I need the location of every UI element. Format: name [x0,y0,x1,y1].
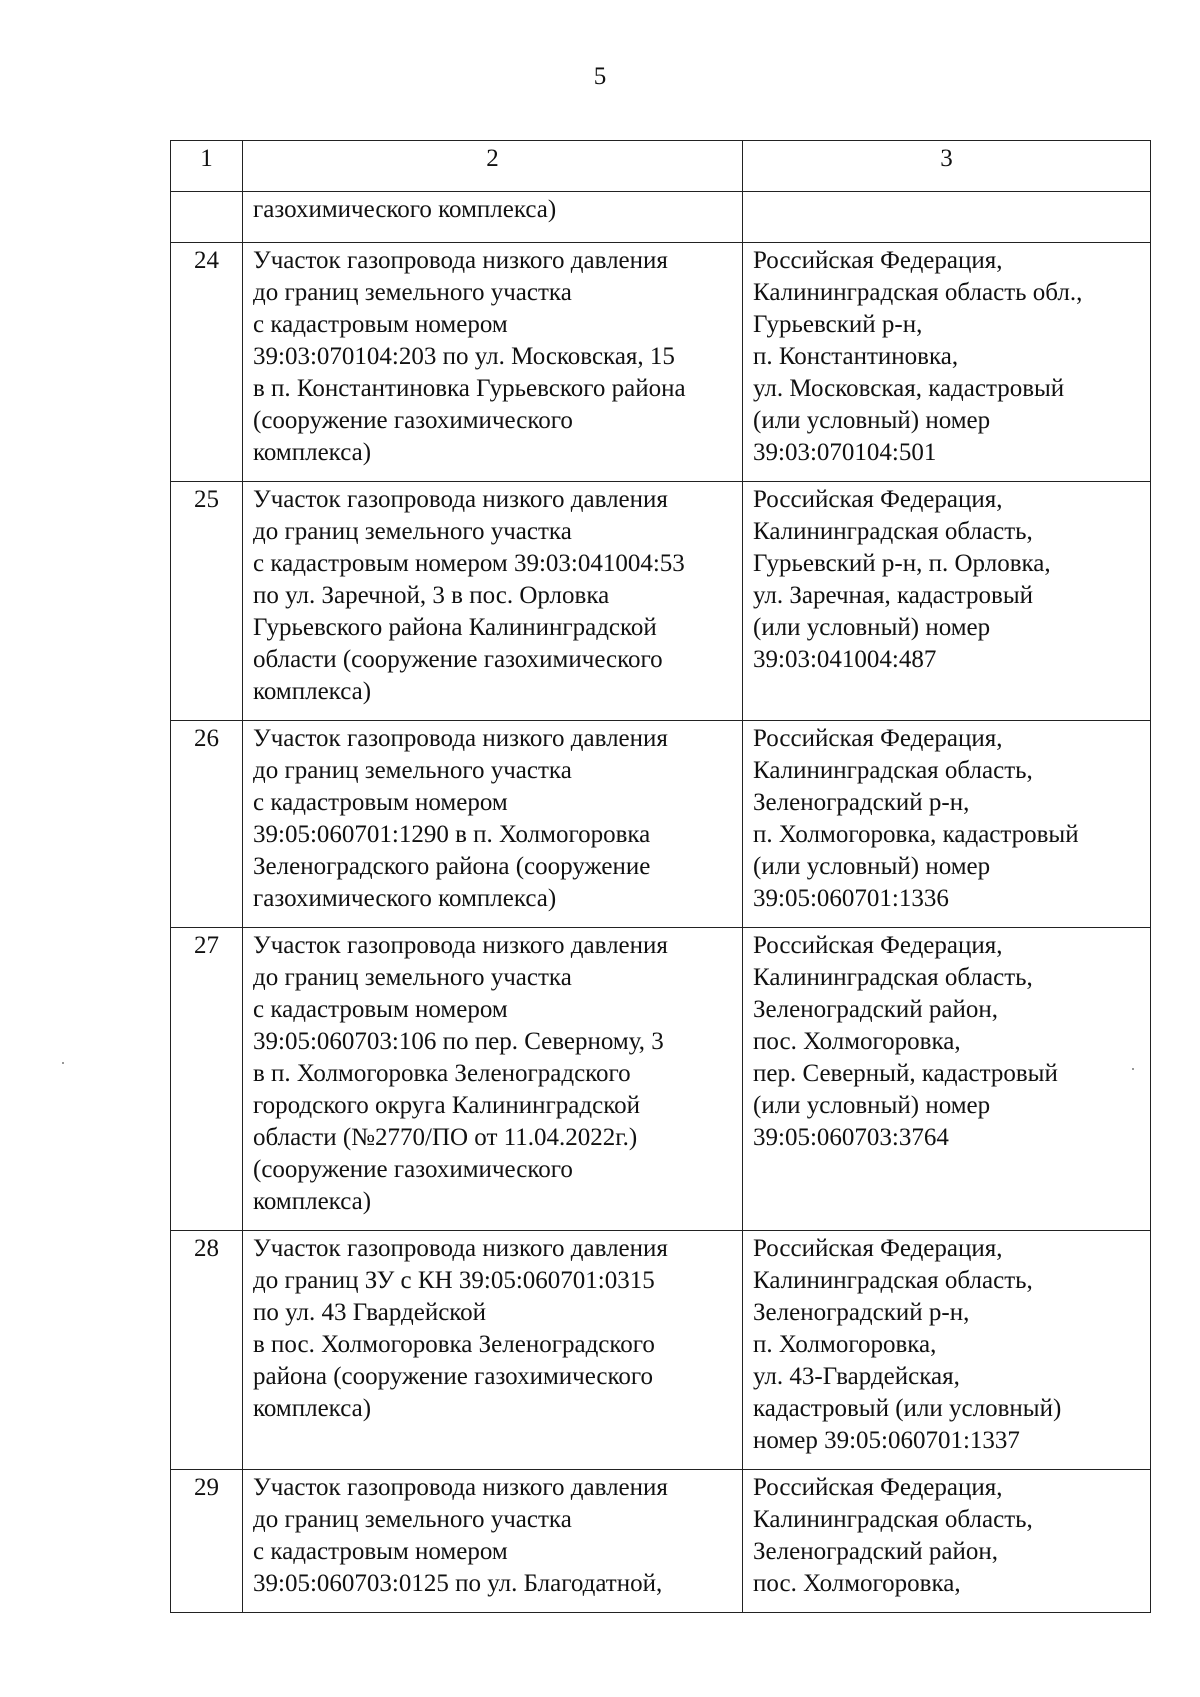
object-address-line: пер. Северный, кадастровый [753,1060,1058,1087]
object-name-line: Участок газопровода низкого давления [253,932,668,959]
object-name-line: в п. Холмогоровка Зеленоградского [253,1060,631,1087]
column-header-name: 2 [243,141,743,192]
object-name-line: до границ земельного участка [253,757,572,784]
object-name-line: (сооружение газохимического [253,1156,573,1183]
object-name-line: Участок газопровода низкого давления [253,486,668,513]
object-name-line: Участок газопровода низкого давления [253,247,668,274]
row-number-cell: 29 [171,1470,243,1613]
table-row-continuation [171,192,1151,243]
object-address-line: Зеленоградский р-н, [753,1299,970,1326]
object-address-line: Зеленоградский р-н, [753,789,970,816]
object-name-line: комплекса) [253,1188,372,1215]
object-address-line: (или условный) номер [753,407,991,434]
object-name-line: Участок газопровода низкого давления [253,1235,668,1262]
object-name-line: (сооружение газохимического [253,407,573,434]
object-name-line: комплекса) [253,1395,372,1422]
object-address-line: кадастровый (или условный) [753,1395,1062,1422]
object-address-cell [743,1231,1151,1470]
table-row [171,1231,1151,1470]
object-name-line: с кадастровым номером [253,789,508,816]
object-name-line: в п. Константиновка Гурьевского района [253,375,686,402]
object-address-cell [743,928,1151,1231]
object-name-line: городского округа Калининградской [253,1092,640,1119]
object-name-line: области (№2770/ПО от 11.04.2022г.) [253,1124,638,1151]
object-address-line: номер 39:05:060701:1337 [753,1427,1020,1454]
object-name-line: Участок газопровода низкого давления [253,725,668,752]
object-name-line: до границ земельного участка [253,1506,572,1533]
object-address-cell [743,192,1151,243]
object-address-line: Калининградская область, [753,1267,1033,1294]
object-address-line: Калининградская область, [753,757,1033,784]
object-address-line: Калининградская область, [753,518,1033,545]
table-row [171,928,1151,1231]
object-name-line: с кадастровым номером [253,1538,508,1565]
object-address-line: 39:03:041004:487 [753,646,937,673]
object-address-line: (или условный) номер [753,853,991,880]
object-name-line: Участок газопровода низкого давления [253,1474,668,1501]
row-number-cell: 27 [171,928,243,1231]
object-name-line: 39:05:060703:0125 по ул. Благодатной, [253,1570,663,1597]
table-row [171,482,1151,721]
column-header-number: 1 [171,141,243,192]
object-name-cell [243,243,743,482]
object-address-line: пос. Холмогоровка, [753,1028,961,1055]
row-number-cell [171,192,243,243]
object-address-line: ул. Московская, кадастровый [753,375,1065,402]
object-name-line: области (сооружение газохимического [253,646,663,673]
object-address-line: Российская Федерация, [753,486,1003,513]
object-address-line: Калининградская область обл., [753,279,1083,306]
table-row [171,243,1151,482]
object-name-line: Зеленоградского района (сооружение [253,853,651,880]
scan-speck [1132,1068,1134,1070]
object-address-cell [743,482,1151,721]
object-name-line: до границ земельного участка [253,964,572,991]
table-body [171,192,1151,1613]
object-name-line: 39:03:070104:203 по ул. Московская, 15 [253,343,675,370]
row-number-cell: 26 [171,721,243,928]
object-name-line: 39:05:060703:106 по пер. Северному, 3 [253,1028,664,1055]
object-name-line: с кадастровым номером 39:03:041004:53 [253,550,685,577]
object-address-line: Российская Федерация, [753,725,1003,752]
object-name-line: по ул. 43 Гвардейской [253,1299,487,1326]
object-name-line: до границ земельного участка [253,518,572,545]
object-address-line: Гурьевский р-н, [753,311,923,338]
object-address-line: 39:05:060703:3764 [753,1124,949,1151]
row-number-cell: 25 [171,482,243,721]
object-address-line: 39:03:070104:501 [753,439,937,466]
object-address-line: 39:05:060701:1336 [753,885,949,912]
page-number: 5 [593,63,607,90]
object-name-cell [243,482,743,721]
table-row [171,1470,1151,1613]
object-address-line: п. Холмогоровка, кадастровый [753,821,1079,848]
object-name-cell [243,192,743,243]
object-name-line: до границ земельного участка [253,279,572,306]
object-address-line: Зеленоградский район, [753,996,998,1023]
row-number-cell: 28 [171,1231,243,1470]
object-name-line: до границ ЗУ с КН 39:05:060701:0315 [253,1267,655,1294]
object-address-line: пос. Холмогоровка, [753,1570,961,1597]
object-address-line: Российская Федерация, [753,1474,1003,1501]
object-name-line: газохимического комплекса) [253,196,557,223]
object-address-line: п. Холмогоровка, [753,1331,937,1358]
object-name-cell [243,1231,743,1470]
object-name-line: комплекса) [253,678,372,705]
object-name-line: района (сооружение газохимического [253,1363,654,1390]
object-address-line: Российская Федерация, [753,247,1003,274]
object-address-cell [743,243,1151,482]
object-address-cell [743,1470,1151,1613]
object-address-line: Российская Федерация, [753,932,1003,959]
object-name-line: по ул. Заречной, 3 в пос. Орловка [253,582,610,609]
object-address-line: (или условный) номер [753,614,991,641]
object-name-cell [243,928,743,1231]
object-name-line: 39:05:060701:1290 в п. Холмогоровка [253,821,651,848]
object-address-line: Зеленоградский район, [753,1538,998,1565]
object-address-line: Гурьевский р-н, п. Орловка, [753,550,1051,577]
object-address-cell [743,721,1151,928]
object-address-line: Российская Федерация, [753,1235,1003,1262]
table-header [171,141,1151,192]
object-address-line: ул. Заречная, кадастровый [753,582,1034,609]
scan-speck [62,1062,64,1064]
objects-table [170,140,1151,1613]
object-name-line: газохимического комплекса) [253,885,557,912]
header-row [171,141,1151,192]
object-address-line: п. Константиновка, [753,343,959,370]
object-address-line: Калининградская область, [753,964,1033,991]
table-row [171,721,1151,928]
object-name-line: в пос. Холмогоровка Зеленоградского [253,1331,655,1358]
column-header-address: 3 [743,141,1151,192]
object-name-line: с кадастровым номером [253,311,508,338]
object-name-line: Гурьевского района Калининградской [253,614,657,641]
object-address-line: ул. 43-Гвардейская, [753,1363,960,1390]
object-address-line: Калининградская область, [753,1506,1033,1533]
object-name-line: с кадастровым номером [253,996,508,1023]
object-address-line: (или условный) номер [753,1092,991,1119]
object-name-cell [243,721,743,928]
object-name-line: комплекса) [253,439,372,466]
row-number-cell: 24 [171,243,243,482]
object-name-cell [243,1470,743,1613]
